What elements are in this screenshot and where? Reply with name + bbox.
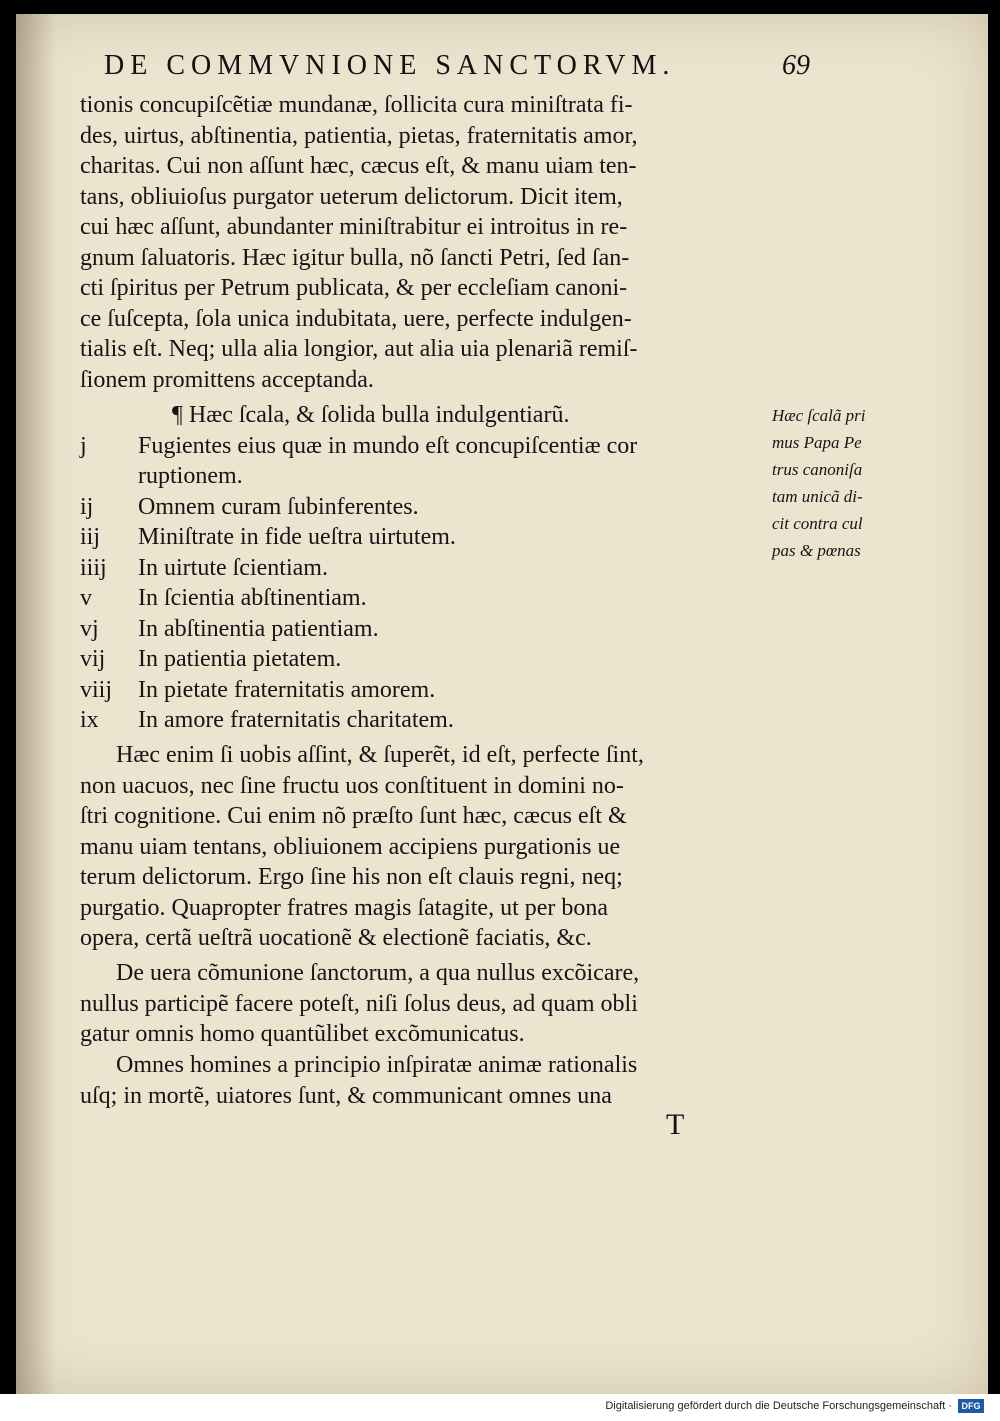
- paragraph-3: [80, 958, 770, 1050]
- note-line: mus Papa Pe: [772, 433, 862, 452]
- paragraph-4: [80, 1050, 770, 1111]
- item-number: viij: [80, 676, 113, 703]
- running-title: DE COMMVNIONE SANCTORVM.: [104, 50, 676, 81]
- list-item: [80, 492, 770, 523]
- text-line: terum delictorum. Ergo ſine his non eſt clauis regni, neq;: [80, 864, 623, 890]
- text-line: gnum ſaluatoris. Hæc igitur bulla, nõ ſancti Petri, ſed ſan-: [80, 244, 630, 271]
- list-item: [80, 583, 770, 614]
- list-item: [80, 431, 770, 462]
- marginal-note: [772, 402, 922, 564]
- note-line: trus canoniſa: [772, 460, 863, 479]
- item-number: iij: [80, 524, 101, 550]
- note-line: cit contra cul: [772, 514, 863, 533]
- item-text: In patientia pietatem.: [138, 646, 342, 672]
- list-item: [80, 614, 770, 645]
- item-text: Miniſtrate in fide ueſtra uirtutem.: [138, 524, 456, 550]
- text-line: ce ſuſcepta, ſola unica indubitata, uere, perfecte indulgen-: [80, 305, 632, 332]
- paragraph-1: [80, 90, 770, 395]
- item-number: v: [80, 585, 92, 611]
- funding-credit: Digitalisierung gefördert durch die Deutsche Forschungsgemeinschaft ·: [605, 1400, 952, 1412]
- text-line: purgatio. Quapropter fratres magis ſatagite, ut per bona: [80, 894, 609, 921]
- text-line: manu uiam tentans, obliuionem accipiens purgationis ue: [80, 833, 621, 860]
- text-line: tionis concupiſcẽtiæ mundanæ, ſollicita cura miniſtrata fi-: [80, 92, 633, 118]
- note-line: tam unicã di-: [772, 487, 863, 506]
- text-line: gatur omnis homo quantũlibet excõmunicatus.: [80, 1021, 525, 1047]
- text-line: ſionem promittens acceptanda.: [80, 366, 374, 393]
- text-line: cui hæc aſſunt, abundanter miniſtrabitur ei introitus in re-: [80, 214, 628, 240]
- item-text: Omnem curam ſubinferentes.: [138, 493, 419, 520]
- scala-list: [80, 400, 770, 736]
- item-number: iiij: [80, 554, 107, 581]
- scala-title: ¶ Hæc ſcala, & ſolida bulla indulgentiarũ.: [172, 402, 570, 428]
- list-item: [80, 553, 770, 584]
- list-item: [80, 644, 770, 675]
- text-line: tialis eſt. Neq; ulla alia longior, aut alia uia plenariã remiſ-: [80, 336, 638, 362]
- item-number: ij: [80, 493, 94, 520]
- item-text: In amore fraternitatis charitatem.: [138, 707, 454, 733]
- list-item: [80, 522, 770, 553]
- item-number: vj: [80, 615, 99, 642]
- item-text: In pietate fraternitatis amorem.: [138, 676, 436, 703]
- gutter-shadow: [16, 14, 56, 1394]
- item-text: In ſcientia abſtinentiam.: [138, 585, 367, 611]
- item-number: ix: [80, 707, 99, 733]
- footer-bar: [0, 1394, 1000, 1421]
- text-line: De uera cõmunione ſanctorum, a qua nullus excõicare,: [116, 960, 640, 986]
- text-line: nullus participẽ facere poteſt, niſi ſolus deus, ad quam obli: [80, 990, 638, 1017]
- text-line: Hæc enim ſi uobis aſſint, & ſuperẽt, id eſt, perfecte ſint,: [116, 742, 644, 768]
- note-line: Hæc ſcalã pri: [772, 406, 866, 425]
- paragraph-2: [80, 740, 770, 954]
- list-item: [80, 675, 770, 706]
- text-line: Omnes homines a principio inſpiratæ animæ rationalis: [116, 1052, 638, 1078]
- text-line: non uacuos, nec ſine fructu uos conſtituent in domini no-: [80, 772, 624, 799]
- dfg-logo-icon: DFG: [958, 1399, 984, 1413]
- text-line: opera, certã ueſtrã uocationẽ & electionẽ faciatis, &c.: [80, 925, 592, 951]
- item-number: vij: [80, 646, 106, 672]
- text-line: uſq; in mortẽ, uiatores ſunt, & communicant omnes una: [80, 1082, 612, 1109]
- note-line: pas & pœnas: [772, 541, 861, 560]
- item-text: In uirtute ſcientiam.: [138, 554, 328, 581]
- text-line: cti ſpiritus per Petrum publicata, & per eccleſiam canoni-: [80, 275, 628, 301]
- text-line: charitas. Cui non aſſunt hæc, cæcus eſt, & manu uiam ten-: [80, 153, 637, 179]
- text-line: ſtri cognitione. Cui enim nõ præſto ſunt hæc, cæcus eſt &: [80, 803, 627, 829]
- list-item: [80, 705, 770, 736]
- text-line: des, uirtus, abſtinentia, patientia, pietas, fraternitatis amor,: [80, 122, 638, 149]
- text-line: tans, obliuioſus purgator ueterum delictorum. Dicit item,: [80, 183, 623, 210]
- item-number: j: [80, 432, 87, 459]
- item-text-continued: ruptionem.: [138, 463, 243, 489]
- page-number: 69: [782, 50, 810, 81]
- item-text: In abſtinentia patientiam.: [138, 615, 379, 642]
- signature-mark: T: [666, 1108, 685, 1141]
- item-text: Fugientes eius quæ in mundo eſt concupiſcentiæ cor: [138, 432, 638, 459]
